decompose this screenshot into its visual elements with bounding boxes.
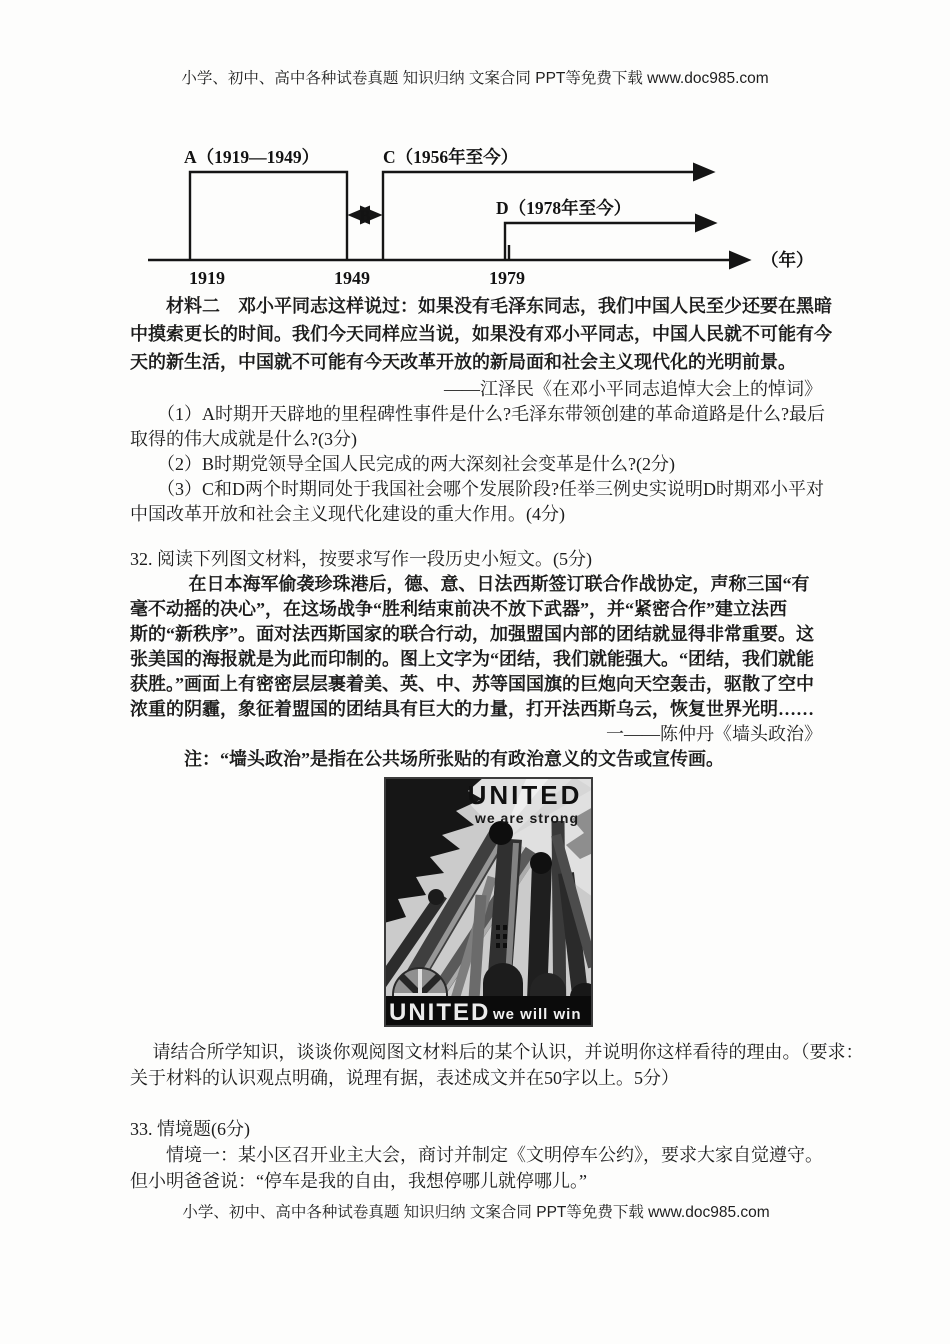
tick-label-1949: 1949 [334,268,370,288]
q33-title: 33. 情境题(6分) [130,1119,250,1139]
tick-label-1919: 1919 [189,268,225,288]
period-a-label: A（1919—1949） [184,147,320,167]
material-2-paragraph: 材料二 邓小平同志这样说过：如果没有毛泽东同志，我们中国人民至少还要在黑暗 中摸索更长的时间。我们今天同样应当说，如果没有邓小平同志，中国人民就不可能有今 天的新生活，中国就不可能有今天改革开放的新局面和社会主义现代化的光明前景。 [130,296,832,372]
period-b-label: B [359,208,371,225]
united-propaganda-poster [384,777,593,1027]
material-2-attribution: ——江泽民《在邓小平同志追悼大会上的悼词》 [444,379,822,399]
poster-bottom-subtitle: we will win [492,1006,582,1023]
poster-bottom-title: UNITED [388,999,490,1026]
q33-scenario1: 情境一：某小区召开业主大会，商讨并制定《文明停车公约》，要求大家自觉遵守。 但小明爸爸说：“停车是我的自由，我想停哪儿就停哪儿。” [130,1145,823,1191]
site-watermark-header: 小学、初中、高中各种试卷真题 知识归纳 文案合同 PPT等免费下载 www.doc985.com [181,70,769,87]
period-a-box [190,172,347,260]
site-watermark-footer: 小学、初中、高中各种试卷真题 知识归纳 文案合同 PPT等免费下载 www.doc985.com [182,1204,770,1221]
document-body [130,292,864,1225]
period-d-line [505,223,714,260]
poster-top-title: UNITED [467,780,582,810]
timeline-diagram [140,133,820,295]
axis-unit-label: （年） [761,250,814,270]
poster-figure [142,777,834,1027]
period-d-label: D（1978年至今） [496,198,632,218]
q31-subquestions: （1）A时期开天辟地的里程碑性事件是什么?毛泽东带领创建的革命道路是什么?最后 取得的伟大成就是什么?(3分) （2）B时期党领导全国人民完成的两大深刻社会变革是什么?(2分) （3）C和D两个时期同处于我国社会哪个发展阶段?任举三例史实说明D时期邓小平对 中国改革开放和社会主义现代化建设的重大作用。(4分) [130,404,825,524]
tick-label-1979: 1979 [489,268,525,288]
q32-note: 注：“墙头政治”是指在公共场所张贴的有政治意义的文告或宣传画。 [130,749,724,769]
poster-top-subtitle: we are strong [474,810,579,826]
q32-attribution: 一——陈仲丹《墙头政治》 [606,724,822,744]
q32-passage: 在日本海军偷袭珍珠港后，德、意、日法西斯签订联合作战协定，声称三国“有 毫不动摇的决心”，在这场战争“胜利结束前决不放下武器”，并“紧密合作”建立法西 斯的“新秩序”。面对法西斯国家的联合行动，加强盟国内部的团结就显得非常重要。这 张美国的海报就是为此而印制的。图上文字为“团结，我们就能强大。“团结，我们就能 获胜。”画面上有密密层层裹着美、英、中、苏等国国旗的巨炮向天空轰击，驱散了空中 浓重的阴霾，象征着盟国的团结具有巨大的力量，打开法西斯乌云，恢复世界光明…… [130,574,814,719]
q32-title: 32. 阅读下列图文材料，按要求写作一段历史小短文。(5分) [130,549,592,569]
q32-task: 请结合所学知识，谈谈你观阅图文材料后的某个认识，并说明你这样看待的理由。（要求： 关于材料的认识观点明确，说理有据，表述成文并在50字以上。5分） [130,1042,864,1088]
period-c-label: C（1956年至今） [383,147,519,167]
